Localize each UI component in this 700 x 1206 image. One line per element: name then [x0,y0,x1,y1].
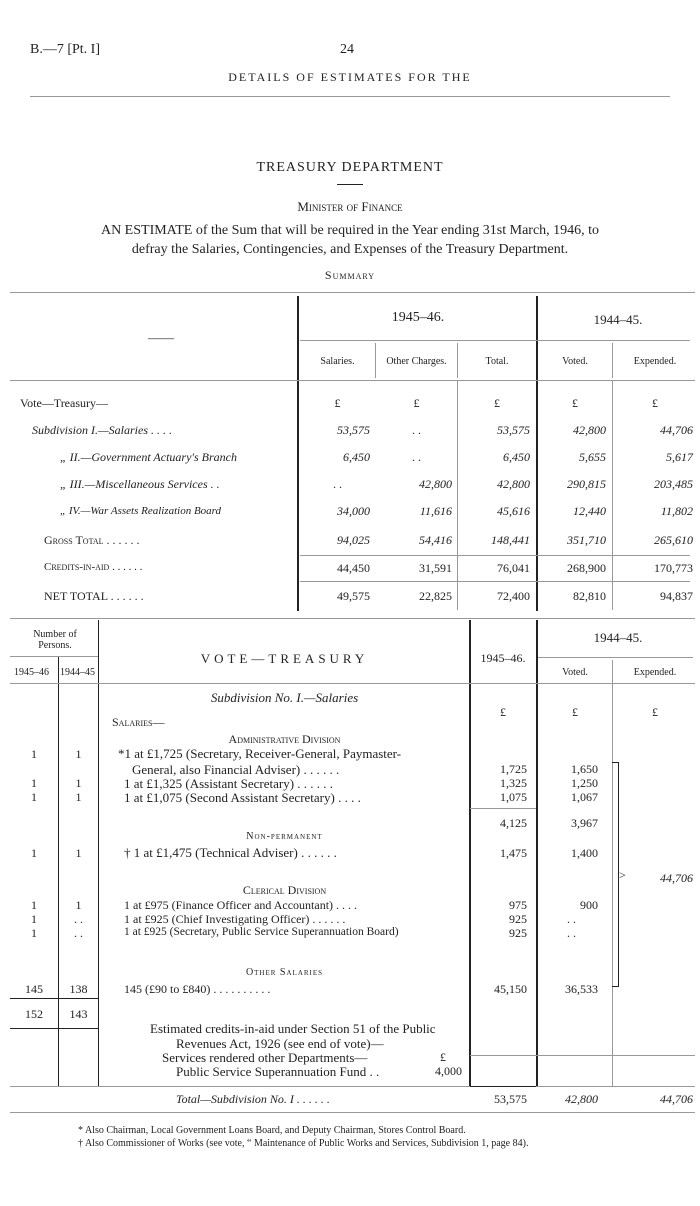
amount-cell: 45,150 [494,982,527,996]
subdivision-total-voted: 42,800 [565,1092,598,1106]
summary-cell: 148,441 [491,533,530,547]
summary-cell: . . [333,477,342,491]
summary-year-current: 1945–46. [391,310,445,325]
summary-cell: £ [413,396,420,410]
persons-count: 1 [31,846,37,860]
persons-count: 1 [31,912,37,926]
credits-note-line4: Public Service Superannuation Fund . . [176,1064,380,1079]
salary-line: 1 at £925 (Chief Investigating Officer) . . . . . . [124,912,346,926]
vote-col-expended: Expended. [633,667,677,678]
amount-cell: 925 [509,926,527,940]
summary-row-label: „ III.—Miscellaneous Services . . [60,477,220,491]
persons-year-prev: 1944–45 [60,667,95,678]
summary-cell: 94,837 [660,589,693,603]
pound-sign: £ [652,705,658,719]
summary-row-label: Credits-in-aid . . . . . . [44,561,143,573]
persons-count: 1 [75,898,82,912]
summary-cell: 5,617 [666,450,693,464]
summary-cell: £ [334,396,341,410]
persons-count: 1 [31,898,37,912]
credits-note-line1: Estimated credits-in-aid under Section 51 of the Public [150,1021,436,1036]
summary-cell: 5,655 [579,450,606,464]
estimate-text-line2: defray the Salaries, Contingencies, and Expenses of the Treasury Department. [131,242,569,257]
summary-cell: 42,800 [419,477,452,491]
persons-count: 1 [31,747,37,761]
persons-count: 1 [75,846,82,860]
minister-title: Minister of Finance [297,199,403,214]
summary-heading: Summary [324,268,376,282]
salary-line: 145 (£90 to £840) . . . . . . . . . . [124,982,271,996]
summary-col-total: Total. [485,356,509,367]
salary-line: 1 at £1,075 (Second Assistant Secretary) . . . . [124,790,361,805]
summary-cell: £ [652,396,658,410]
summary-cell: 268,900 [567,561,606,575]
summary-cell: 22,825 [419,589,452,603]
salaries-heading: Salaries— [112,715,165,729]
estimate-text-line1: AN ESTIMATE of the Sum that will be required in the Year ending 31st March, 1946, to [100,223,600,238]
summary-cell: 44,450 [337,561,370,575]
voted-cell: 1,650 [571,762,598,776]
persons-count: 138 [69,982,88,996]
summary-cell: 6,450 [343,450,370,464]
summary-cell: 265,610 [654,533,693,547]
summary-cell: 11,802 [660,504,693,518]
persons-total: 143 [69,1007,88,1021]
credits-amount: 4,000 [435,1064,462,1078]
summary-cell: 351,710 [567,533,606,547]
summary-cell: 54,416 [419,533,452,547]
salary-line: 1 at £925 (Secretary, Public Service Superannuation Board) [124,926,399,938]
persons-count: . . [74,926,83,940]
summary-cell: 170,773 [654,561,693,575]
credits-pound: £ [440,1050,446,1064]
department-title: TREASURY DEPARTMENT [256,160,444,175]
summary-col-salaries: Salaries. [320,356,355,367]
summary-cell: 53,575 [497,423,530,437]
summary-cell: 11,616 [419,504,452,518]
persons-count: 1 [75,776,82,790]
summary-cell: 53,575 [337,423,370,437]
persons-count: 1 [31,926,37,940]
summary-cell: . . [412,423,421,437]
summary-cell: £ [572,396,578,410]
summary-cell: 45,616 [497,504,530,518]
running-title: DETAILS OF ESTIMATES FOR THE [228,70,472,84]
persons-count: 145 [25,982,43,996]
pound-sign: £ [500,705,506,719]
page-number: 24 [340,42,354,57]
summary-cell: . . [412,450,421,464]
summary-row-label: Subdivision I.—Salaries . . . . [32,423,172,437]
summary-cell: 44,706 [660,423,693,437]
voted-cell: 1,400 [571,846,598,860]
summary-row-label: „ II.—Government Actuary's Branch [60,450,237,464]
vote-year-current: 1945–46. [480,651,526,665]
non-permanent-heading: Non-permanent [246,831,323,842]
amount-cell: 975 [509,898,527,912]
summary-cell: 49,575 [337,589,370,603]
summary-cell: 42,800 [573,423,606,437]
summary-col-expended: Expended. [633,356,677,367]
voted-cell: . . [567,926,576,940]
summary-year-prev: 1944–45. [593,312,643,327]
administrative-division-heading: Administrative Division [228,732,341,746]
expended-total: 44,706 [660,871,693,885]
subdivision-total-label: Total—Subdivision No. I . . . . . . [176,1092,330,1106]
persons-total: 152 [25,1007,43,1021]
brace-tip: > [619,868,626,882]
credits-note-line3: Services rendered other Departments— [162,1050,368,1065]
persons-count: . . [74,912,83,926]
voted-cell: 1,067 [571,790,598,804]
credits-note-line2: Revenues Act, 1926 (see end of vote)— [176,1036,384,1051]
subdivision-total-amount: 53,575 [494,1092,527,1106]
summary-row-label: Gross Total . . . . . . [44,533,140,547]
page-reference: B.—7 [Pt. I] [30,42,100,57]
summary-row-label: Vote—Treasury— [20,396,109,410]
pound-sign: £ [572,705,578,719]
footnote-1: * Also Chairman, Local Government Loans Board, and Deputy Chairman, Stores Control Board. [78,1125,466,1136]
persons-count: 1 [75,790,82,804]
vote-title: VOTE—TREASURY [200,651,369,666]
summary-cell: 34,000 [337,504,370,518]
summary-cell: 82,810 [573,589,606,603]
voted-cell: 900 [580,898,598,912]
summary-dash: —— [148,330,174,345]
amount-cell: 1,475 [500,846,527,860]
summary-cell: 290,815 [567,477,606,491]
summary-row-label: NET TOTAL . . . . . . [44,589,144,603]
summary-col-other: Other Charges. [386,356,447,367]
summary-cell: 72,400 [497,589,530,603]
persons-count: 1 [31,776,37,790]
summary-row-label: „ IV.—War Assets Realization Board [60,505,222,517]
summary-cell: 6,450 [503,450,530,464]
summary-cell: 12,440 [573,504,606,518]
persons-year-current: 1945–46 [14,667,49,678]
persons-header: Number of Persons. [33,629,77,651]
salary-line: General, also Financial Adviser) . . . . . . [132,762,340,777]
amount-cell: 1,725 [500,762,527,776]
salary-line: *1 at £1,725 (Secretary, Receiver-General, Paymaster- [118,746,402,761]
amount-cell: 925 [509,912,527,926]
persons-count: 1 [75,747,82,761]
other-salaries-heading: Other Salaries [245,967,324,978]
clerical-division-heading: Clerical Division [242,883,327,897]
persons-count: 1 [31,790,37,804]
summary-cell: 94,025 [337,533,370,547]
subtotal-cell: 4,125 [500,816,527,830]
salary-line: † 1 at £1,475 (Technical Adviser) . . . . . . [124,845,337,860]
summary-cell: 203,485 [654,477,693,491]
summary-col-voted: Voted. [562,356,588,367]
subdivision-heading: Subdivision No. I.—Salaries [210,690,359,705]
vote-year-prev: 1944–45. [593,630,643,645]
vote-col-voted: Voted. [562,667,588,678]
subdivision-total-expended: 44,706 [660,1092,693,1106]
voted-cell: . . [567,912,576,926]
summary-cell: 42,800 [497,477,530,491]
subtotal-voted-cell: 3,967 [571,816,598,830]
summary-cell: 76,041 [497,561,530,575]
summary-cell: 31,591 [419,561,452,575]
amount-cell: 1,075 [500,790,527,804]
footnote-2: † Also Commissioner of Works (see vote, “ Maintenance of Public Works and Services, Subdivision 1, page 84). [78,1138,529,1149]
voted-cell: 1,250 [571,776,598,790]
voted-cell: 36,533 [565,982,598,996]
amount-cell: 1,325 [500,776,527,790]
salary-line: 1 at £1,325 (Assistant Secretary) . . . . . . [124,776,334,791]
summary-cell: £ [494,396,500,410]
salary-line: 1 at £975 (Finance Officer and Accountant) . . . . [124,898,358,912]
